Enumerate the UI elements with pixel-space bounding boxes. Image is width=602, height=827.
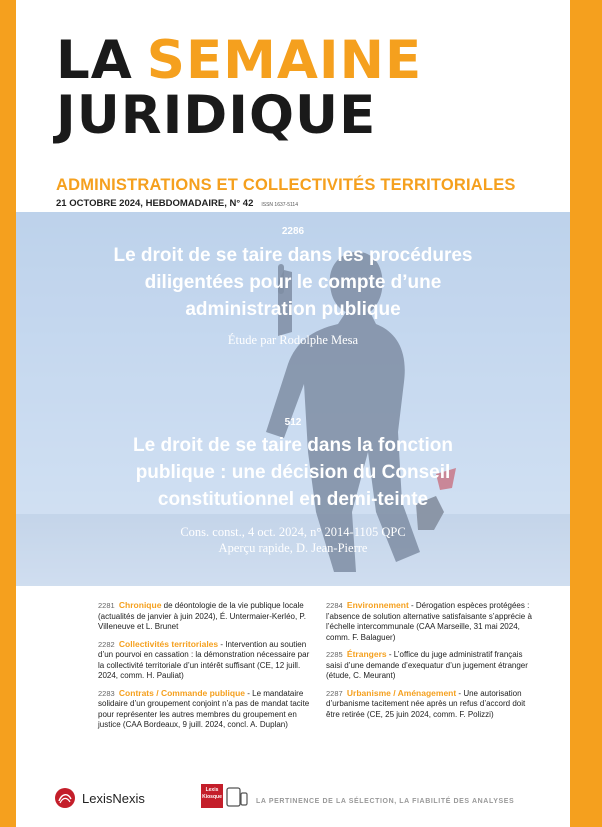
toc-number: 2284 bbox=[326, 601, 343, 610]
toc-number: 2281 bbox=[98, 601, 115, 610]
tagline: LA PERTINENCE DE LA SÉLECTION, LA FIABILITÉ DES ANALYSES bbox=[256, 798, 515, 805]
feature1-title-line: administration publique bbox=[185, 299, 401, 320]
issn: ISSN 1637-5114 bbox=[261, 202, 298, 208]
feature1-title[interactable] bbox=[36, 242, 550, 323]
feature1-title-line: diligentées pour le compte d’une bbox=[144, 272, 442, 293]
feature2-title-line: publique : une décision du Conseil bbox=[135, 462, 451, 483]
toc-text: - Une autorisation d’urbanisme tacitement née après un refus d’accord doit être retirée (CE, 25 juin 2024, comm. F. Polizzi) bbox=[326, 688, 526, 719]
toc-item[interactable] bbox=[98, 600, 310, 633]
feature1-byline: Étude par Rodolphe Mesa bbox=[227, 333, 359, 347]
toc-item[interactable] bbox=[98, 639, 310, 682]
kiosque-line1: Lexis bbox=[205, 787, 219, 793]
toc-number: 2283 bbox=[98, 688, 115, 698]
kiosque-line2: Kiosque bbox=[202, 794, 222, 800]
cover-page bbox=[16, 0, 570, 827]
feature2-number: 512 bbox=[284, 417, 302, 428]
kiosque-badge[interactable] bbox=[201, 784, 223, 808]
toc-text: de déontologie de la vie publique locale (actualités de janvier à juin 2024), É. Untermaier-Kerléo, P. Villeneuve et L. Brunet bbox=[98, 601, 306, 631]
lexisnexis-logo[interactable] bbox=[54, 787, 145, 809]
feature2-ref2: Aperçu rapide, D. Jean-Pierre bbox=[218, 541, 368, 555]
toc-text: - Le mandataire solidaire d’un groupement conjoint n’a pas de mandat tacite pour représenter les autres membres du groupement en justice (CAA Bordeaux, 9 juill. 2024, concl. A. Duplan) bbox=[98, 688, 310, 729]
cover-illustration bbox=[16, 212, 570, 586]
masthead-juridique: JURIDIQUE bbox=[56, 85, 377, 146]
toc-text: - Intervention au soutien d’un pourvoi en cassation : la démonstration nécessaire par la collectivité territoriale d’un intérêt suffisant (CE, 12 juill. 2024, comm. H. Pauliat) bbox=[98, 639, 310, 680]
toc-text: - Dérogation espèces protégées : l’absence de solution alternative satisfaisante s’apprécie à l’échelle intercommunale (CAA Marseille, 31 mai 2024, comm. F. Balaguer) bbox=[326, 601, 532, 642]
toc-heading: Collectivités territoriales bbox=[118, 638, 219, 649]
toc-item[interactable] bbox=[326, 688, 540, 721]
feature1-number: 2286 bbox=[281, 226, 305, 237]
toc-number: 2285 bbox=[326, 650, 343, 659]
toc-column-right bbox=[326, 600, 540, 726]
toc-item[interactable] bbox=[326, 600, 540, 643]
toc-heading: Environnement bbox=[346, 600, 409, 610]
dateline bbox=[56, 198, 298, 209]
issue-date: 21 OCTOBRE 2024, HEBDOMADAIRE, N° 42 bbox=[56, 198, 254, 209]
toc-heading: Étrangers bbox=[346, 649, 387, 659]
feature2-title[interactable] bbox=[36, 432, 550, 513]
feature2-title-line: constitutionnel en demi-teinte bbox=[157, 489, 429, 510]
toc-item[interactable] bbox=[98, 688, 310, 731]
toc-heading: Urbanisme / Aménagement bbox=[346, 687, 457, 698]
toc-column-left bbox=[98, 600, 310, 737]
toc-heading: Chronique bbox=[118, 600, 162, 610]
lexisnexis-emblem-icon bbox=[54, 787, 76, 809]
toc-item[interactable] bbox=[326, 649, 540, 682]
toc-text: - L’office du juge administratif français saisi d’une demande d’exequatur d’un jugement étranger (étude, C. Meurant) bbox=[326, 650, 528, 680]
devices-icon bbox=[226, 786, 248, 808]
masthead-semaine: SEMAINE bbox=[146, 30, 423, 91]
masthead-la: LA bbox=[56, 30, 133, 91]
feature2-refs bbox=[16, 524, 570, 556]
masthead bbox=[56, 30, 423, 146]
toc-heading: Contrats / Commande publique bbox=[118, 687, 246, 698]
feature1-title-line: Le droit de se taire dans les procédures bbox=[113, 245, 473, 266]
toc-number: 2287 bbox=[326, 688, 343, 698]
toc-number: 2282 bbox=[98, 639, 115, 649]
feature2-title-line: Le droit de se taire dans la fonction bbox=[133, 435, 453, 456]
publisher-name: LexisNexis bbox=[82, 790, 145, 806]
feature2-ref1: Cons. const., 4 oct. 2024, n° 2014-1105 QPC bbox=[180, 525, 406, 539]
edition-subtitle: ADMINISTRATIONS ET COLLECTIVITÉS TERRITORIALES bbox=[56, 176, 516, 194]
